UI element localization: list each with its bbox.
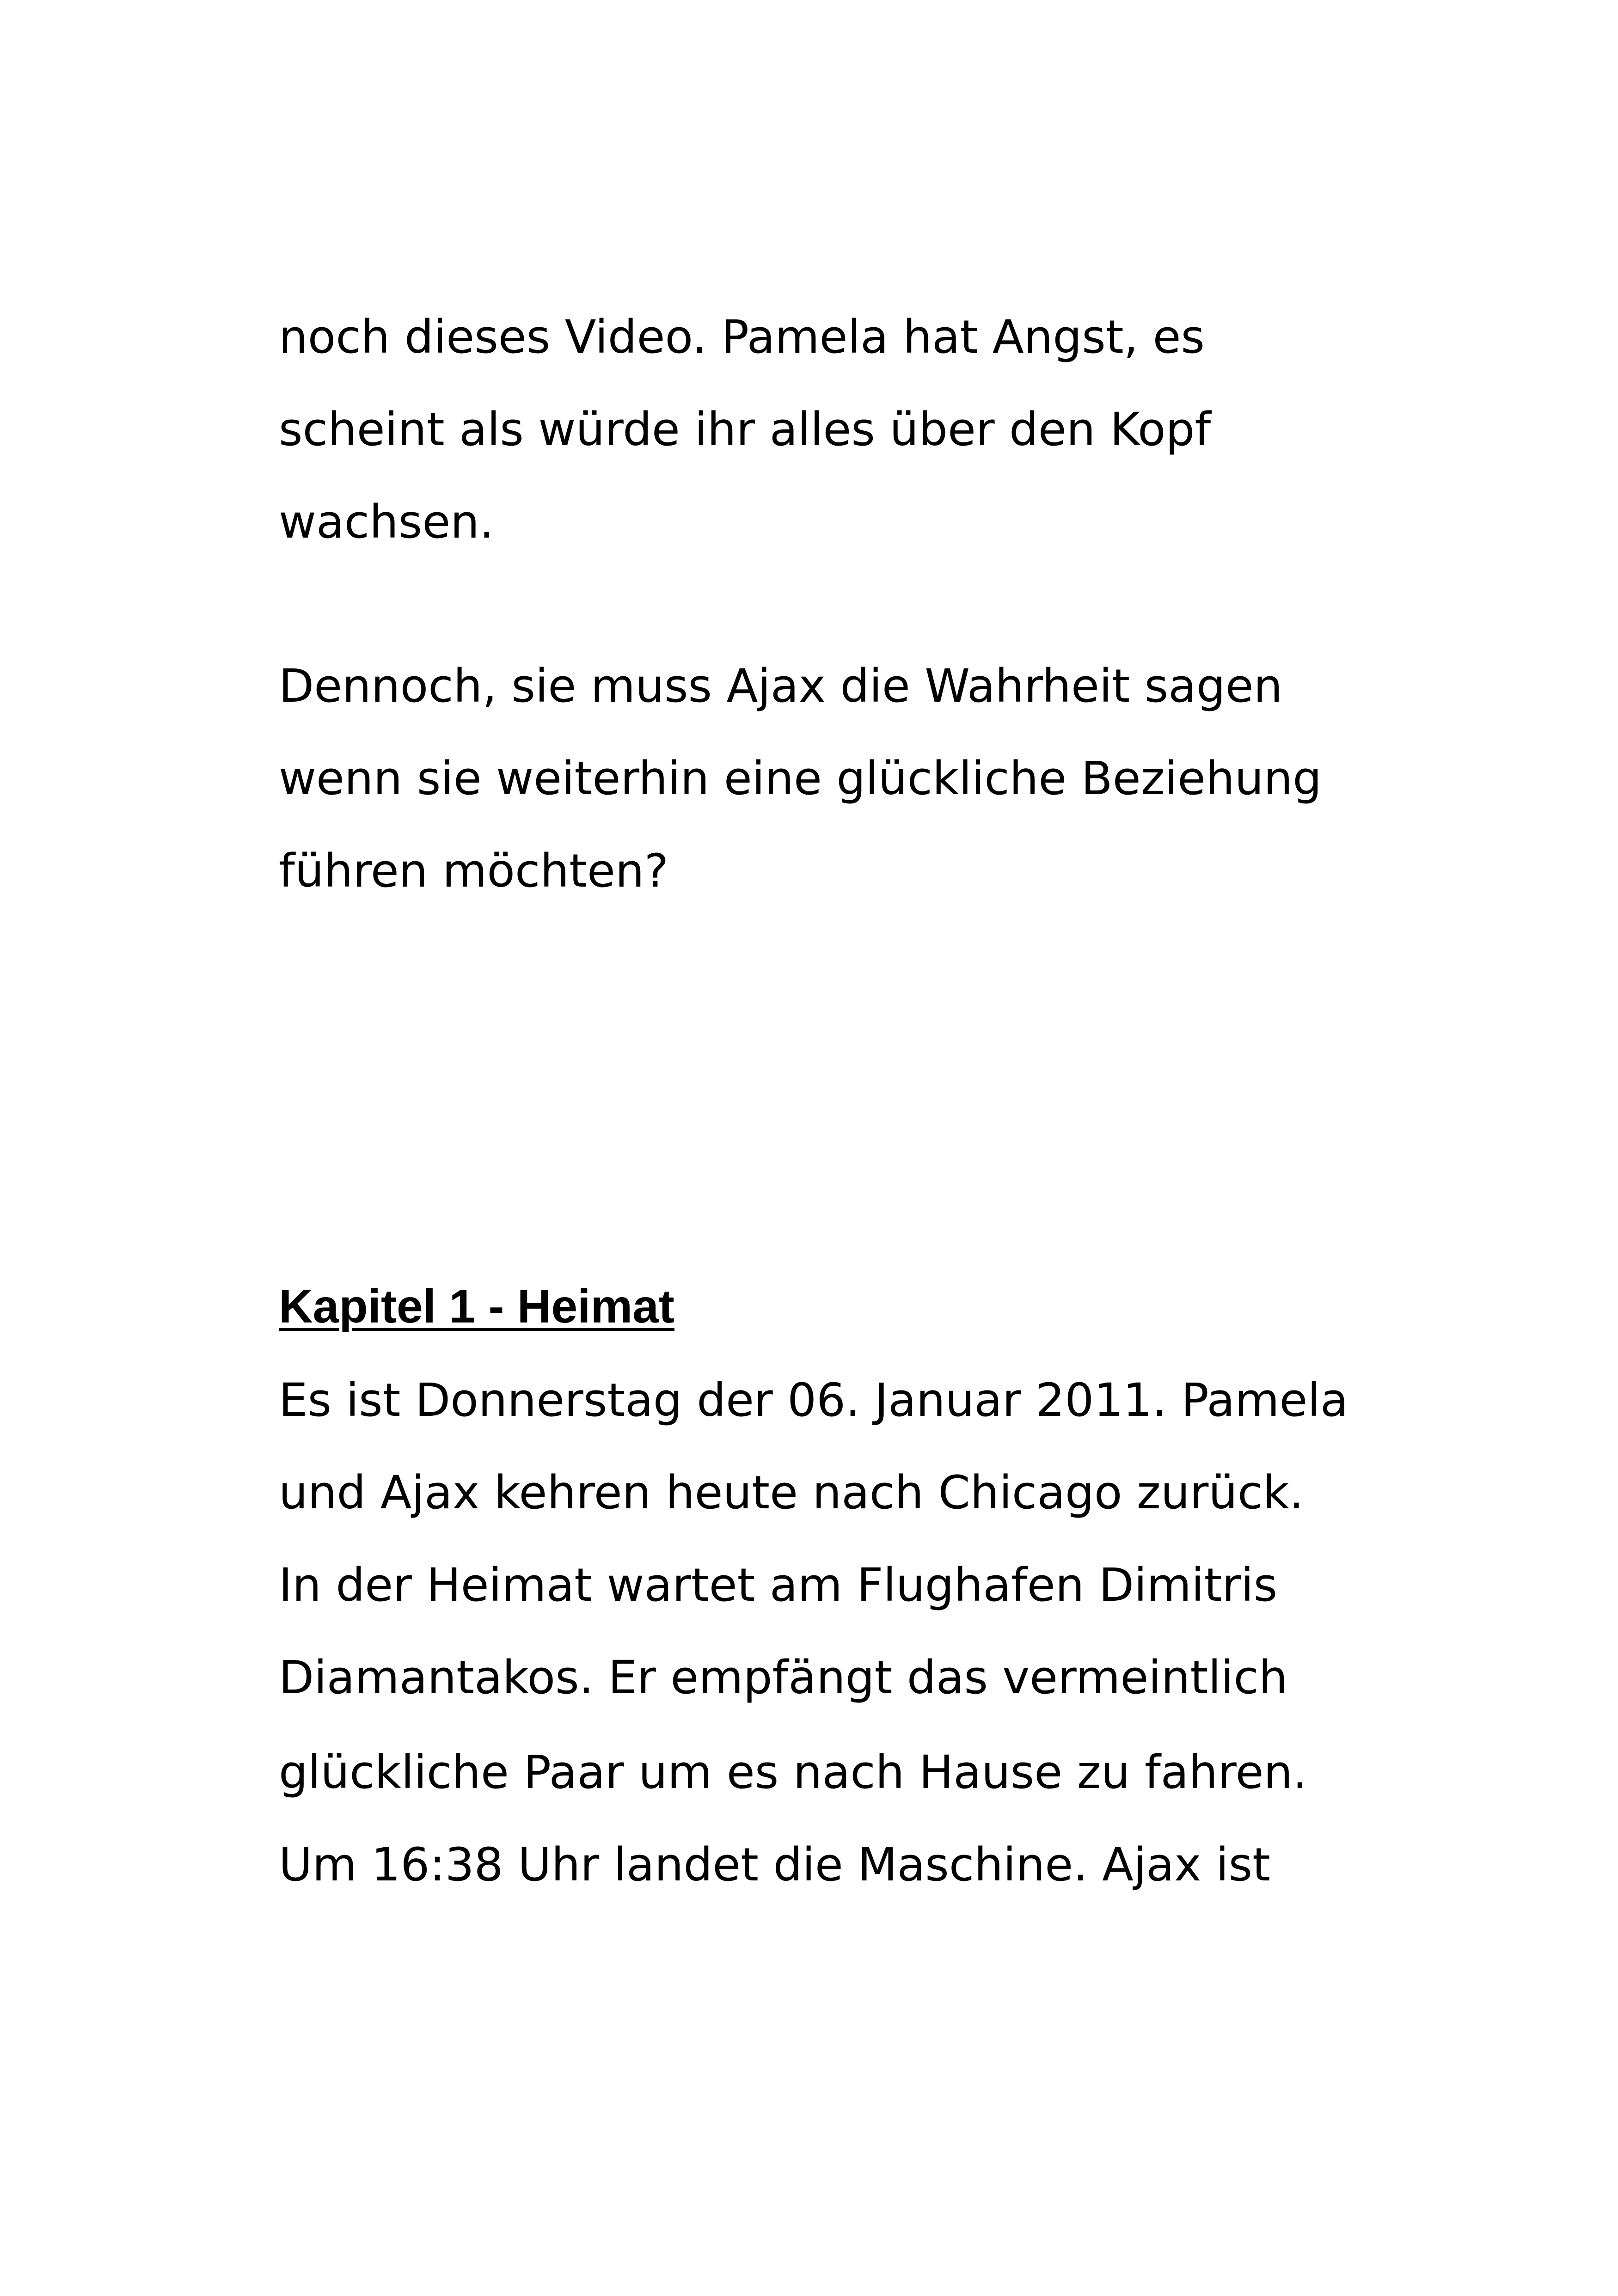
paragraph-2-line-3: führen möchten? [279, 845, 669, 898]
paragraph-1-line-2: scheint als würde ihr alles über den Kopf [279, 403, 1211, 456]
chapter-line-4: Diamantakos. Er empfängt das vermeintlich [279, 1651, 1288, 1704]
paragraph-1-line-3: wachsen. [279, 496, 494, 549]
chapter-line-6: Um 16:38 Uhr landet die Maschine. Ajax ist [279, 1838, 1270, 1892]
chapter-line-5: glückliche Paar um es nach Hause zu fahren. [279, 1746, 1307, 1799]
chapter-line-1: Es ist Donnerstag der 06. Januar 2011. Pamela [279, 1374, 1348, 1427]
chapter-line-3: In der Heimat wartet am Flughafen Dimitris [279, 1559, 1278, 1612]
chapter-line-2: und Ajax kehren heute nach Chicago zurück. [279, 1466, 1304, 1519]
chapter-heading: Kapitel 1 - Heimat [279, 1280, 674, 1333]
paragraph-1-line-1: noch dieses Video. Pamela hat Angst, es [279, 311, 1205, 364]
paragraph-2-line-1: Dennoch, sie muss Ajax die Wahrheit sagen [279, 660, 1283, 713]
paragraph-2-line-2: wenn sie weiterhin eine glückliche Beziehung [279, 752, 1322, 805]
